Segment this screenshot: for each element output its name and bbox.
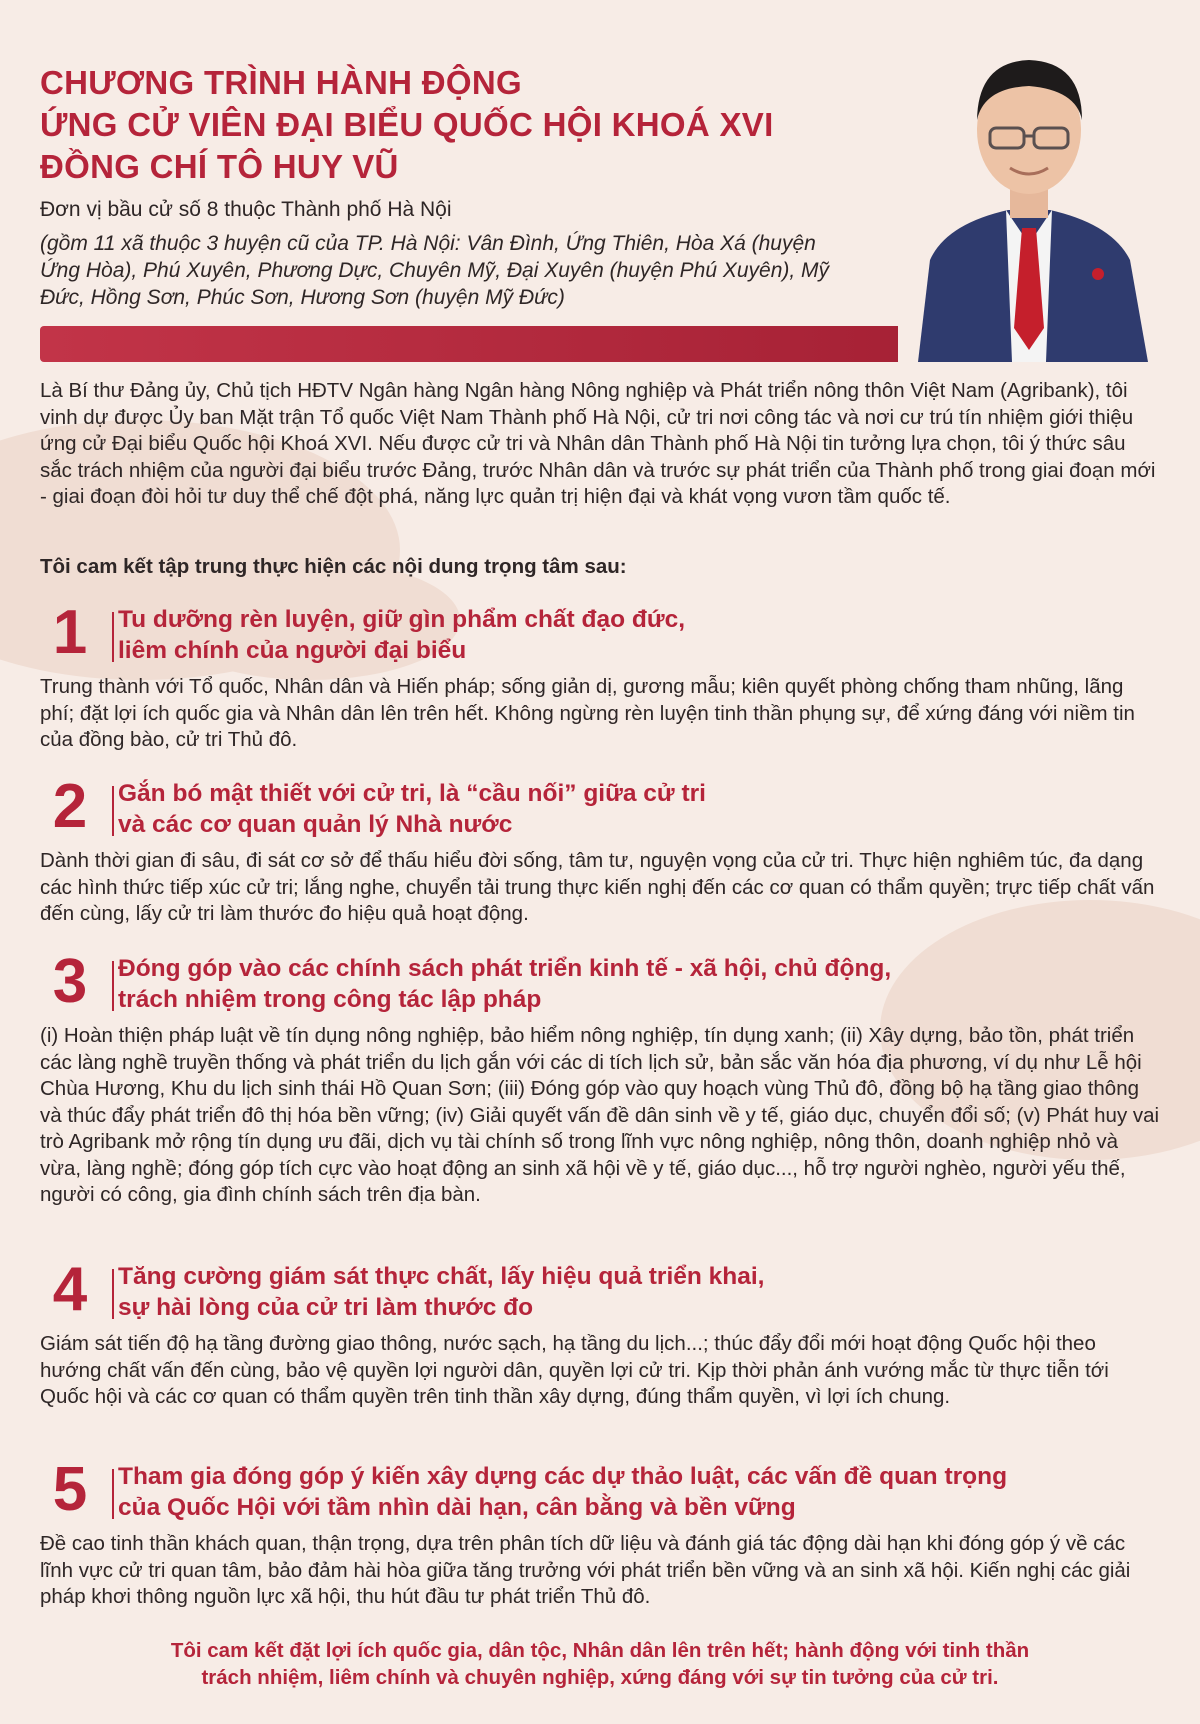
item-heading-line: trách nhiệm trong công tác lập pháp [118, 986, 542, 1013]
item-heading [118, 953, 1158, 1015]
item-divider [112, 612, 114, 662]
item-divider [112, 1469, 114, 1519]
item-heading-line: Đóng góp vào các chính sách phát triển kinh tế - xã hội, chủ động, [118, 955, 892, 982]
page-title [40, 62, 900, 188]
item-body: Đề cao tinh thần khách quan, thận trọng, dựa trên phân tích dữ liệu và đánh giá tác động dài hạn khi đóng góp ý về các lĩnh vực cử tri quan tâm, bảo đảm hài hòa giữa tăng trưởng với phát triển bền vững và an sinh xã hội. Kiến nghị các giải pháp khơi thông nguồn lực xã hội, thu hút đầu tư phát triển Thủ đô. [40, 1532, 1131, 1608]
item-heading [118, 604, 1158, 666]
item-body: Giám sát tiến độ hạ tầng đường giao thông, nước sạch, hạ tầng du lịch...; thúc đẩy đổi mới hoạt động Quốc hội theo hướng chất vấn đến cùng, bảo vệ quyền lợi người dân, quyền lợi cử tri. Kịp thời phản ánh vướng mắc từ thực tiễn tới Quốc hội và các cơ quan có thẩm quyền trên tinh thần xây dựng, đúng thẩm quyền, vì lợi ích chung. [40, 1332, 1109, 1408]
portrait-illustration [898, 28, 1160, 362]
closing-statement [40, 1637, 1160, 1691]
item-heading-line: Tăng cường giám sát thực chất, lấy hiệu quả triển khai, [118, 1263, 765, 1290]
candidate-portrait [898, 28, 1160, 362]
item-number: 4 [52, 1255, 88, 1324]
title-line: ỨNG CỬ VIÊN ĐẠI BIỂU QUỐC HỘI KHOÁ XVI [40, 106, 774, 143]
intro-paragraph: Là Bí thư Đảng ủy, Chủ tịch HĐTV Ngân hàng Ngân hàng Nông nghiệp và Phát triển nông thôn Việt Nam (Agribank), tôi vinh dự được Ủy ban Mặt trận Tổ quốc Việt Nam Thành phố Hà Nội, cử tri nơi công tác và nơi cư trú tín nhiệm giới thiệu ứng cử Đại biểu Quốc hội Khoá XVI. Nếu được cử tri và Nhân dân Thành phố Hà Nội tin tưởng lựa chọn, tôi ý thức sâu sắc trách nhiệm của người đại biểu trước Đảng, trước Nhân dân và trước sự phát triển của Thành phố trong giai đoạn mới - giai đoạn đòi hỏi tư duy thể chế đột phá, năng lực quản trị hiện đại và khát vọng vươn tầm quốc tế. [40, 379, 1156, 508]
constituency-note: (gồm 11 xã thuộc 3 huyện cũ của TP. Hà Nội: Vân Đình, Ứng Thiên, Hòa Xá (huyện Ứng Hòa), Phú Xuyên, Phương Dực, Chuyên Mỹ, Đại Xuyên (huyện Phú Xuyên), Mỹ Đức, Hồng Sơn, Phúc Sơn, Hương Sơn (huyện Mỹ Đức) [40, 232, 830, 309]
item-heading-line: Gắn bó mật thiết với cử tri, là “cầu nối” giữa cử tri [118, 780, 706, 807]
item-divider [112, 1269, 114, 1319]
title-line: ĐỒNG CHÍ TÔ HUY VŨ [40, 148, 399, 185]
item-heading-line: của Quốc Hội với tầm nhìn dài hạn, cân bằng và bền vững [118, 1494, 796, 1521]
item-heading-line: liêm chính của người đại biểu [118, 637, 467, 664]
closing-line: trách nhiệm, liêm chính và chuyên nghiệp, xứng đáng với sự tin tưởng của cử tri. [201, 1666, 999, 1689]
item-heading [118, 1461, 1158, 1523]
closing-line: Tôi cam kết đặt lợi ích quốc gia, dân tộc, Nhân dân lên trên hết; hành động với tinh thần [170, 1639, 1030, 1662]
item-divider [112, 961, 114, 1011]
item-number: 3 [52, 947, 88, 1016]
item-heading-line: và các cơ quan quản lý Nhà nước [118, 811, 513, 838]
item-heading-line: Tham gia đóng góp ý kiến xây dựng các dự thảo luật, các vấn đề quan trọng [118, 1463, 1008, 1490]
item-body: Trung thành với Tổ quốc, Nhân dân và Hiến pháp; sống giản dị, gương mẫu; kiên quyết phòng chống tham nhũng, lãng phí; đặt lợi ích quốc gia và Nhân dân lên trên hết. Không ngừng rèn luyện tinh thần phụng sự, để xứng đáng với niềm tin của đồng bào, cử tri Thủ đô. [40, 675, 1135, 751]
item-number: 1 [52, 598, 88, 667]
item-heading-line: Tu dưỡng rèn luyện, giữ gìn phẩm chất đạo đức, [118, 606, 686, 633]
constituency: Đơn vị bầu cử số 8 thuộc Thành phố Hà Nội [40, 198, 452, 221]
item-number: 5 [52, 1455, 88, 1524]
item-heading [118, 778, 1158, 840]
commitment-heading: Tôi cam kết tập trung thực hiện các nội dung trọng tâm sau: [40, 555, 627, 578]
item-heading [118, 1261, 1158, 1323]
item-number: 2 [52, 772, 88, 841]
title-line: CHƯƠNG TRÌNH HÀNH ĐỘNG [40, 64, 522, 101]
item-heading-line: sự hài lòng của cử tri làm thước đo [118, 1294, 534, 1321]
item-divider [112, 786, 114, 836]
item-body: (i) Hoàn thiện pháp luật về tín dụng nông nghiệp, bảo hiểm nông nghiệp, tín dụng xanh; (ii) Xây dựng, bảo tồn, phát triển các làng nghề truyền thống và phát triển du lịch gắn với các di tích lịch sử, bản sắc văn hóa địa phương, ví dụ như Lễ hội Chùa Hương, Khu du lịch sinh thái Hồ Quan Sơn; (iii) Đóng góp vào quy hoạch vùng Thủ đô, đồng bộ hạ tầng giao thông và thúc đẩy phát triển đô thị hóa bền vững; (iv) Giải quyết vấn đề dân sinh về y tế, giáo dục, chuyển đổi số; (v) Phát huy vai trò Agribank mở rộng tín dụng ưu đãi, dịch vụ tài chính số trong lĩnh vực nông nghiệp, nông thôn, doanh nghiệp nhỏ và vừa, làng nghề; đóng góp tích cực vào hoạt động an sinh xã hội về y tế, giáo dục..., hỗ trợ người nghèo, người yếu thế, người có công, gia đình chính sách trên địa bàn. [40, 1024, 1160, 1206]
item-body: Dành thời gian đi sâu, đi sát cơ sở để thấu hiểu đời sống, tâm tư, nguyện vọng của cử tri. Thực hiện nghiêm túc, đa dạng các hình thức tiếp xúc cử tri; lắng nghe, chuyển tải trung thực kiến nghị đến các cơ quan có thẩm quyền; trực tiếp chất vấn đến cùng, lấy cử tri làm thước đo hiệu quả hoạt động. [40, 849, 1155, 925]
